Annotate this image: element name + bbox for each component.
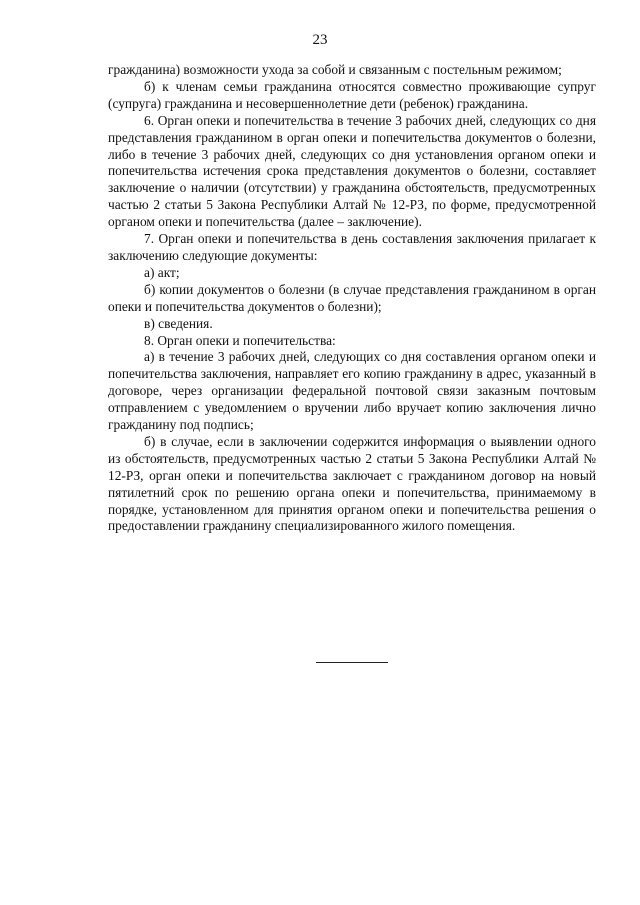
- paragraph-item-8a: а) в течение 3 рабочих дней, следующих со дня составления органом опеки и попечительства заключения, направляет его копию гражданину в адрес, указанный в договоре, через организации федеральной почтовой связи заказным почтовым отправлением с уведомлением о вручении либо вручает копию заключения лично гражданину под подпись;: [108, 349, 596, 433]
- paragraph-item-7v: в) сведения.: [144, 315, 213, 331]
- paragraph-item-7: 7. Орган опеки и попечительства в день составления заключения прилагает к заключению следующие документы:: [108, 231, 596, 263]
- paragraph-item-6: 6. Орган опеки и попечительства в течение 3 рабочих дней, следующих со дня представления гражданином в орган опеки и попечительства документов о болезни, либо в течение 3 рабочих дней, следующих со дня установления органом опеки и попечительства истечения срока представления документов о болезни, составляет заключение о наличии (отсутствии) у гражданина обстоятельств, предусмотренных частью 2 статьи 5 Закона Республики Алтай № 12-РЗ, по форме, предусмотренной органом опеки и попечительства (далее – заключение).: [108, 112, 596, 230]
- paragraph-item-8: 8. Орган опеки и попечительства:: [144, 332, 336, 348]
- page-number: 23: [312, 32, 328, 48]
- paragraph-item-7a: а) акт;: [144, 264, 180, 280]
- end-of-text-divider: [316, 662, 388, 663]
- paragraph-continuation: гражданина) возможности ухода за собой и связанным с постельным режимом;: [108, 62, 562, 77]
- paragraph-item-8b: б) в случае, если в заключении содержится информация о выявлении одного из обстоятельств, предусмотренных частью 2 статьи 5 Закона Республики Алтай № 12-РЗ, орган опеки и попечительства заключает с гражданином договор на новый пятилетний срок по решению органа опеки и попечительства, принимаемому в порядке, установленном для принятия органом опеки и попечительства решения о предоставлении гражданину специализированного жилого помещения.: [108, 433, 596, 534]
- paragraph-family-members: б) к членам семьи гражданина относятся совместно проживающие супруг (супруга) гражданина и несовершеннолетние дети (ребенок) гражданина.: [108, 78, 596, 111]
- document-body: [108, 62, 596, 535]
- paragraph-item-7b: б) копии документов о болезни (в случае представления гражданином в орган опеки и попечительства документов о болезни);: [108, 281, 596, 314]
